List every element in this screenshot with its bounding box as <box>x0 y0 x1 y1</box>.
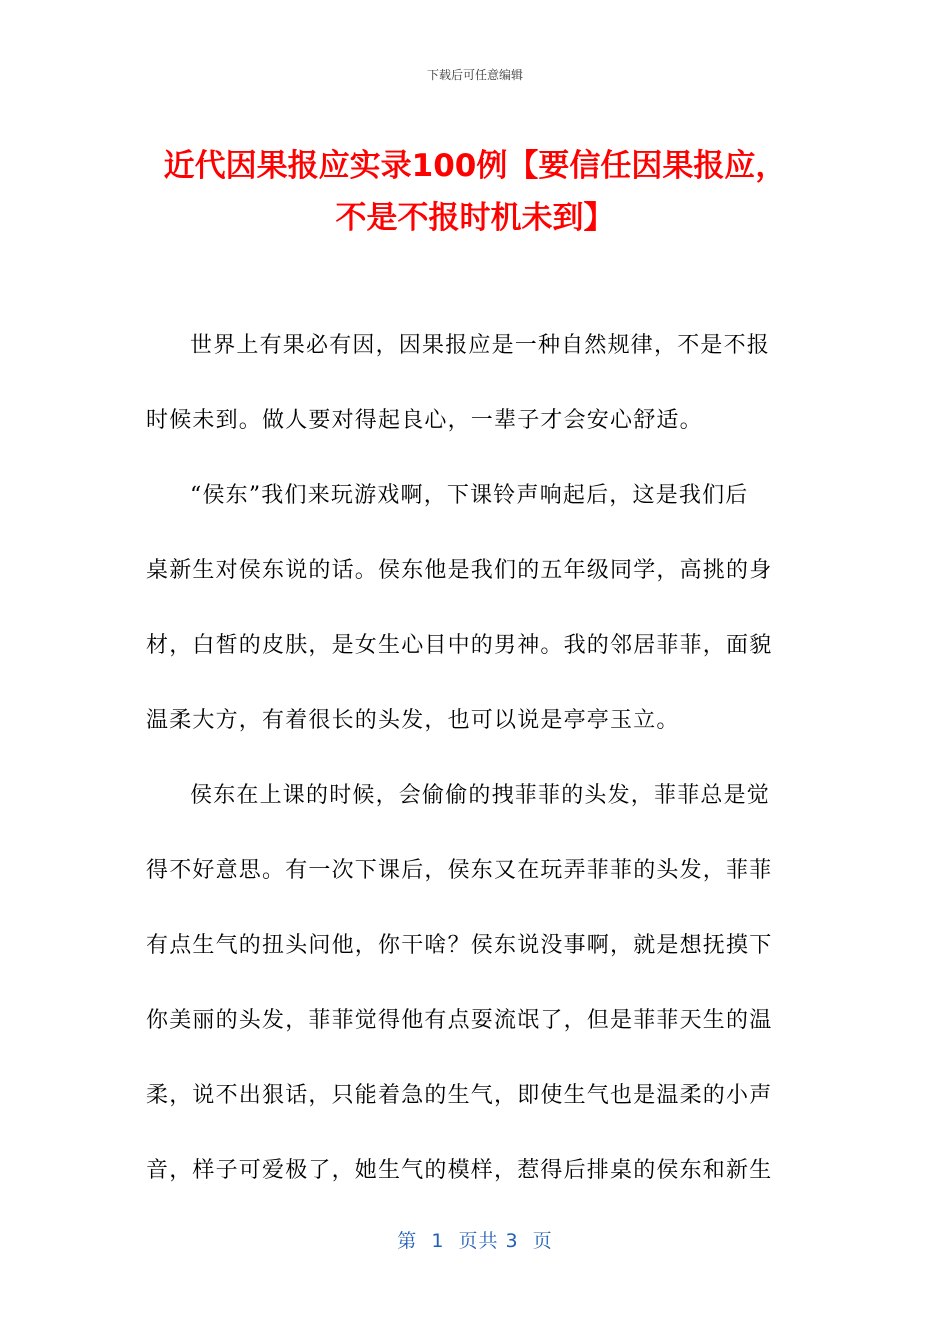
title-line-1: 近代因果报应实录100例【要信任因果报应， <box>163 148 787 184</box>
paragraph-line: 侯东在上课的时候，会偷偷的拽菲菲的头发，菲菲总是觉 <box>190 783 771 808</box>
paragraph-line: 温柔大方，有着很长的头发，也可以说是亭亭玉立。 <box>146 708 680 733</box>
paragraph-line: 世界上有果必有因，因果报应是一种自然规律，不是不报 <box>190 333 771 358</box>
document-body <box>146 308 794 1208</box>
paragraph-line: 有点生气的扭头问他，你干啥？侯东说没事啊，就是想抚摸下 <box>146 933 773 958</box>
paragraph-line: 时候未到。做人要对得起良心，一辈子才会安心舒适。 <box>146 408 703 433</box>
paragraph-line: 材，白皙的皮肤，是女生心目中的男神。我的邻居菲菲，面貌 <box>146 633 773 658</box>
paragraph-line: 得不好意思。有一次下课后，侯东又在玩弄菲菲的头发，菲菲 <box>146 858 773 883</box>
header-note: 下载后可任意编辑 <box>426 68 523 82</box>
paragraph-line: 你美丽的头发，菲菲觉得他有点耍流氓了，但是菲菲天生的温 <box>146 1008 773 1033</box>
paragraph-line: 音，样子可爱极了，她生气的模样，惹得后排桌的侯东和新生 <box>146 1158 773 1183</box>
paragraph-line: 柔，说不出狠话，只能着急的生气，即使生气也是温柔的小声 <box>146 1083 773 1108</box>
paragraph-line: 桌新生对侯东说的话。侯东他是我们的五年级同学，高挑的身 <box>146 558 773 583</box>
page-footer: 第 1 页共 3 页 <box>397 1230 553 1252</box>
document-title <box>100 140 850 244</box>
title-line-2: 不是不报时机未到】 <box>335 200 615 236</box>
paragraph-line: “侯东”我们来玩游戏啊，下课铃声响起后，这是我们后 <box>190 483 749 508</box>
paragraph-3 <box>146 758 794 1208</box>
paragraph-1 <box>146 308 794 458</box>
paragraph-2 <box>146 458 794 758</box>
